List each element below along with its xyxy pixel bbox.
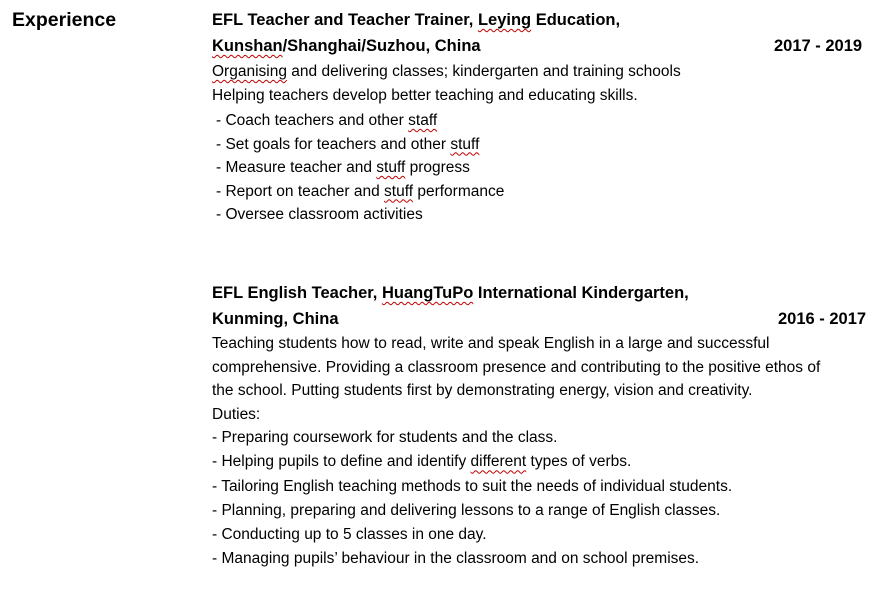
job-company: HuangTuPo bbox=[381, 284, 474, 302]
job-description bbox=[212, 332, 880, 426]
duty-text: - Coach teachers and other bbox=[216, 112, 409, 129]
job-title-suffix: International Kindergarten, bbox=[473, 284, 689, 302]
duties-label: Duties: bbox=[212, 405, 261, 423]
duty-flagged-word: staff bbox=[408, 112, 438, 129]
duty-text: - Set goals for teachers and other bbox=[216, 135, 451, 153]
duty-text: - Preparing coursework for students and the class. bbox=[212, 429, 558, 446]
job-dates: 2016 - 2017 bbox=[778, 310, 867, 328]
job-entry-1 bbox=[212, 7, 880, 227]
list-item bbox=[216, 133, 880, 157]
duty-flagged-word: stuff bbox=[450, 135, 480, 153]
description-text: and delivering classes; kindergarten and training schools bbox=[286, 63, 681, 80]
duty-text: - Measure teacher and bbox=[216, 159, 377, 176]
duty-flagged-word: different bbox=[470, 453, 527, 471]
duty-text: - Helping pupils to define and identify bbox=[212, 453, 471, 471]
duty-text: - Oversee classroom activities bbox=[216, 206, 423, 223]
description-line bbox=[212, 60, 880, 84]
job-entry-2 bbox=[212, 280, 880, 572]
duty-flagged-word: stuff bbox=[384, 182, 414, 200]
job-location-rest: /Shanghai/Suzhou, China bbox=[282, 37, 481, 55]
duty-text-rest: types of verbs. bbox=[526, 453, 632, 471]
list-item bbox=[216, 180, 880, 204]
job-company: Leying bbox=[477, 11, 532, 29]
duty-text: - Conducting up to 5 classes in one day. bbox=[212, 526, 487, 544]
description-line: comprehensive. Providing a classroom presence and contributing to the positive ethos of bbox=[212, 358, 821, 376]
duty-text-rest: performance bbox=[413, 182, 505, 200]
duty-text: - Tailoring English teaching methods to suit the needs of individual students. bbox=[212, 477, 733, 495]
list-item bbox=[216, 203, 880, 227]
list-item bbox=[216, 156, 880, 180]
duties-list bbox=[212, 426, 880, 572]
job-description bbox=[212, 60, 880, 107]
section-heading: Experience bbox=[12, 9, 117, 31]
duty-text: - Managing pupils’ behaviour in the classroom and on school premises. bbox=[212, 550, 700, 568]
list-item bbox=[212, 523, 880, 547]
job-location-city: Kunshan bbox=[212, 37, 283, 55]
job-location-line bbox=[212, 33, 880, 59]
job-title bbox=[212, 280, 880, 306]
job-title-role: EFL Teacher and Teacher Trainer, bbox=[212, 11, 478, 29]
description-line: the school. Putting students first by demonstrating energy, vision and creativity. bbox=[212, 382, 753, 399]
list-item bbox=[212, 426, 880, 450]
duties-list bbox=[212, 109, 880, 227]
description-word: Organising bbox=[212, 63, 287, 80]
duty-text: - Planning, preparing and delivering lessons to a range of English classes. bbox=[212, 501, 721, 519]
job-dates: 2017 - 2019 bbox=[774, 37, 863, 55]
duty-text-rest: progress bbox=[405, 159, 470, 176]
list-item bbox=[212, 475, 880, 499]
job-title-role: EFL English Teacher, bbox=[212, 284, 382, 302]
job-location: Kunming, China bbox=[212, 310, 339, 328]
description-line: Helping teachers develop better teaching and educating skills. bbox=[212, 86, 638, 104]
job-location-line bbox=[212, 306, 880, 332]
description-line: Teaching students how to read, write and speak English in a large and successful bbox=[212, 335, 770, 352]
duty-flagged-word: stuff bbox=[376, 159, 406, 176]
list-item bbox=[212, 450, 880, 474]
job-title bbox=[212, 7, 880, 33]
duty-text: - Report on teacher and bbox=[216, 182, 385, 200]
list-item bbox=[216, 109, 880, 133]
list-item bbox=[212, 547, 880, 571]
job-title-suffix: Education, bbox=[531, 11, 621, 29]
list-item bbox=[212, 499, 880, 523]
